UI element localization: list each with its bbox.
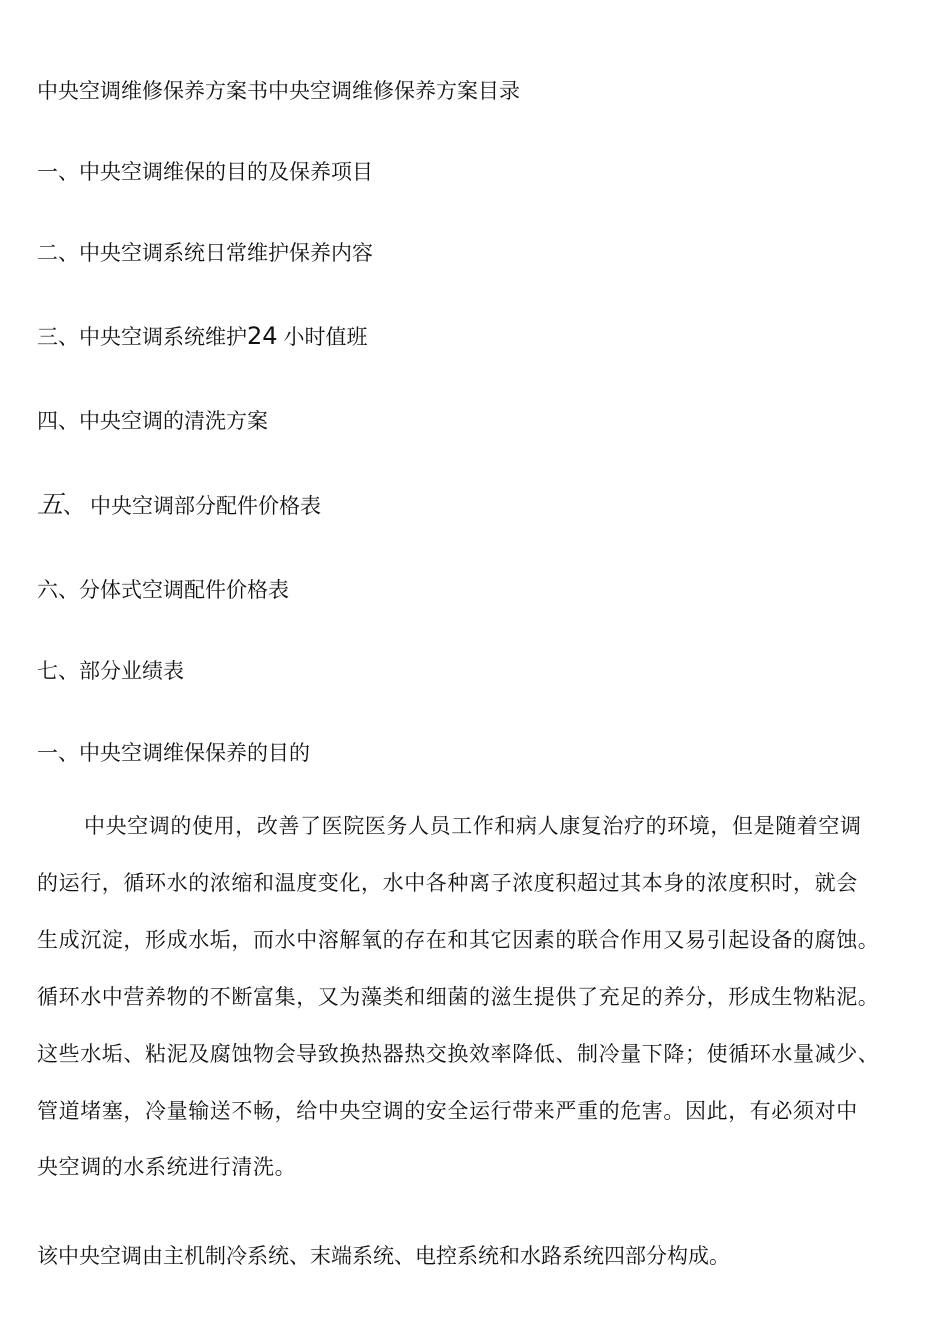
paragraph-line: 管道堵塞，冷量输送不畅，给中央空调的安全运行带来严重的危害。因此，有必须对中 bbox=[37, 1099, 858, 1123]
toc-item-2: 二、中央空调系统日常维护保养内容 bbox=[37, 241, 373, 265]
toc-item-1: 一、中央空调维保的目的及保养项目 bbox=[37, 160, 373, 184]
section-heading: 一、中央空调维保保养的目的 bbox=[37, 741, 310, 765]
toc-item-5-separator: 、 bbox=[63, 494, 85, 518]
toc-item-3-number: 24 bbox=[247, 322, 278, 350]
paragraph-line: 中央空调的使用，改善了医院医务人员工作和病人康复治疗的环境，但是随着空调 bbox=[84, 814, 862, 838]
paragraph-line: 生成沉淀，形成水垢，而水中溶解氧的存在和其它因素的联合作用又易引起设备的腐蚀。 bbox=[37, 928, 880, 952]
toc-item-5-numeral: 五 bbox=[37, 490, 64, 520]
paragraph-line: 循环水中营养物的不断富集，又为藻类和细菌的滋生提供了充足的养分，形成生物粘泥。 bbox=[37, 985, 880, 1009]
paragraph-line: 这些水垢、粘泥及腐蚀物会导致换热器热交换效率降低、制冷量下降；使循环水量减少、 bbox=[37, 1042, 880, 1066]
paragraph-line: 的运行，循环水的浓缩和温度变化，水中各种离子浓度积超过其本身的浓度积时，就会 bbox=[37, 871, 858, 895]
document-title: 中央空调维修保养方案书中央空调维修保养方案目录 bbox=[37, 79, 520, 103]
paragraph-line: 央空调的水系统进行清洗。 bbox=[37, 1155, 297, 1179]
toc-item-5 bbox=[37, 491, 321, 520]
toc-item-4: 四、中央空调的清洗方案 bbox=[37, 409, 268, 433]
toc-item-3 bbox=[37, 322, 368, 351]
closing-line: 该中央空调由主机制冷系统、末端系统、电控系统和水路系统四部分构成。 bbox=[37, 1244, 730, 1268]
toc-item-3-prefix: 三、中央空调系统维护 bbox=[37, 325, 247, 349]
toc-item-5-text: 中央空调部分配件价格表 bbox=[90, 494, 322, 518]
toc-item-7: 七、部分业绩表 bbox=[37, 659, 184, 683]
toc-item-3-suffix: 小时值班 bbox=[283, 325, 368, 349]
toc-item-6: 六、分体式空调配件价格表 bbox=[37, 578, 289, 602]
